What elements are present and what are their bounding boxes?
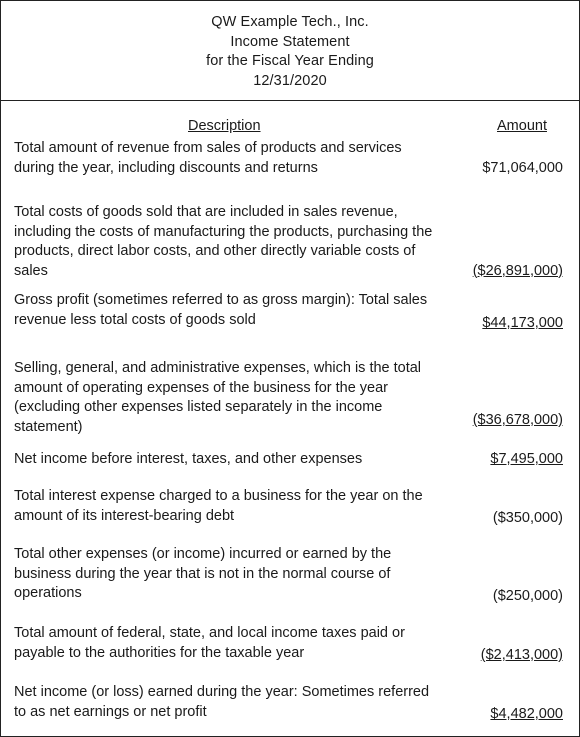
- row-revenue: [14, 139, 574, 178]
- statement-date: 12/31/2020: [253, 72, 327, 89]
- row-sga-expenses: [14, 359, 574, 437]
- row-description: Total amount of revenue from sales of products and services during the year, including discounts and returns: [14, 140, 402, 176]
- row-amount: ($250,000): [492, 588, 563, 604]
- row-gross-profit: [14, 291, 574, 330]
- company-name: QW Example Tech., Inc.: [211, 14, 369, 30]
- row-amount: $4,482,000: [490, 706, 563, 722]
- row-description: Gross profit (sometimes referred to as gross margin): Total sales revenue less total costs of goods sold: [14, 292, 428, 328]
- description-column-header: Description: [188, 118, 261, 134]
- row-interest-expense: [14, 487, 574, 526]
- row-description: Total costs of goods sold that are included in sales revenue, including the costs of manufacturing the products, purchasing the products, direct labor costs, and other directly variable costs of sales: [14, 204, 433, 279]
- row-net-income-before-interest: [14, 450, 574, 470]
- row-amount: $7,495,000: [490, 451, 563, 467]
- row-amount: ($26,891,000): [472, 262, 563, 279]
- row-amount: ($36,678,000): [472, 412, 563, 428]
- row-description: Total other expenses (or income) incurred or earned by the business during the year that is not in the normal course of operations: [14, 546, 392, 601]
- statement-header: [1, 1, 579, 101]
- row-amount: ($2,413,000): [480, 647, 563, 663]
- statement-period: for the Fiscal Year Ending: [206, 53, 374, 69]
- row-income-taxes: [14, 624, 574, 663]
- row-amount: ($350,000): [492, 510, 563, 526]
- row-net-income: [14, 683, 574, 722]
- row-description: Selling, general, and administrative expenses, which is the total amount of operating expenses of the business for the year (excluding other expenses listed separately in the income statement): [14, 360, 422, 435]
- row-other-expenses: [14, 545, 574, 604]
- row-description: Net income before interest, taxes, and other expenses: [14, 451, 363, 467]
- row-cost-of-goods-sold: [14, 203, 574, 281]
- statement-title: Income Statement: [230, 33, 350, 50]
- row-amount: $44,173,000: [482, 315, 563, 331]
- amount-column-header: Amount: [497, 118, 547, 134]
- row-description: Net income (or loss) earned during the year: Sometimes referred to as net earnings or net profit: [14, 684, 430, 720]
- row-amount: $71,064,000: [482, 159, 563, 176]
- row-description: Total interest expense charged to a business for the year on the amount of its interest-bearing debt: [14, 488, 423, 524]
- row-description: Total amount of federal, state, and local income taxes paid or payable to the authorities for the taxable year: [14, 625, 405, 661]
